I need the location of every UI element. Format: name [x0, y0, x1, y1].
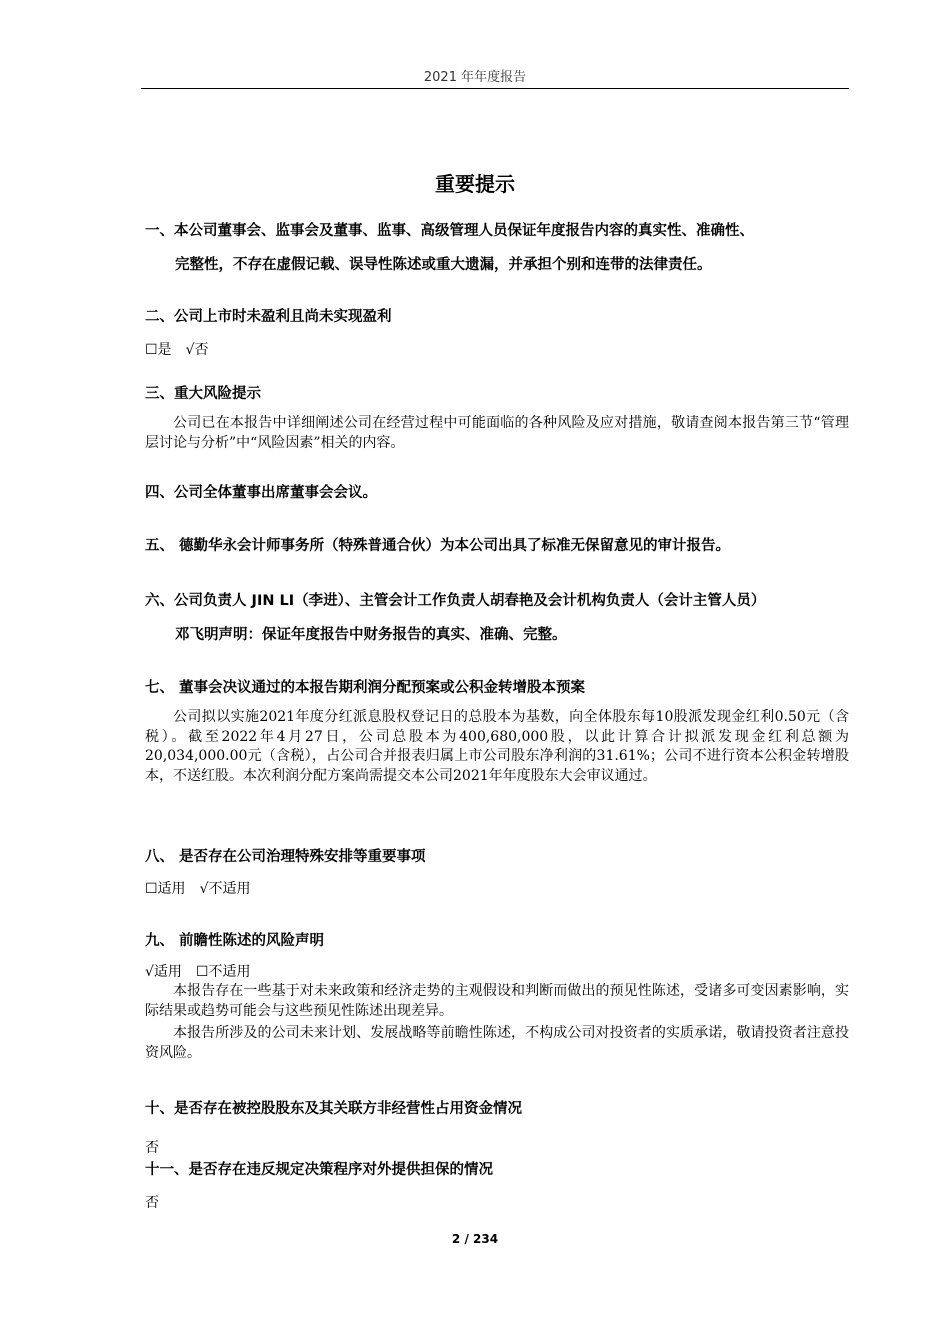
option-yes: ☐是 — [145, 342, 172, 358]
section-6-line2: 邓飞明声明：保证年度报告中财务报告的真实、准确、完整。 — [175, 627, 567, 643]
option-applicable: ☐适用 — [145, 881, 186, 897]
section-7-heading: 七、 董事会决议通过的本报告期利润分配预案或公积金转增股本预案 — [145, 680, 586, 696]
section-6-line1: 六、公司负责人 JIN LI（李进）、主管会计工作负责人胡春艳及会计机构负责人（会计主管人员） — [145, 593, 766, 609]
header-title: 2021 年年度报告 — [423, 70, 527, 85]
header-divider — [141, 88, 849, 89]
section-10-heading: 十、是否存在被控股股东及其关联方非经营性占用资金情况 — [145, 1101, 522, 1117]
option-applicable: √适用 — [145, 964, 182, 980]
section-9-heading: 九、 前瞻性陈述的风险声明 — [145, 933, 325, 949]
section-9-body-2: 本报告所涉及的公司未来计划、发展战略等前瞻性陈述，不构成公司对投资者的实质承诺，敬请投资者注意投资风险。 — [145, 1025, 849, 1061]
option-no: √否 — [185, 342, 209, 358]
section-2-heading: 二、公司上市时未盈利且尚未实现盈利 — [145, 309, 392, 325]
section-1-line1: 一、本公司董事会、监事会及董事、监事、高级管理人员保证年度报告内容的真实性、准确性、 — [145, 223, 754, 239]
section-11-heading: 十一、是否存在违反规定决策程序对外提供担保的情况 — [145, 1162, 493, 1178]
section-9-body-1: 本报告存在一些基于对未来政策和经济走势的主观假设和判断而做出的预见性陈述，受诸多可变因素影响，实际结果或趋势可能会与这些预见性陈述出现差异。 — [145, 983, 849, 1019]
page-number: 2 / 234 — [451, 1232, 499, 1246]
section-11-answer: 否 — [145, 1195, 159, 1211]
section-2-options — [145, 339, 208, 359]
page-title: 重要提示 — [435, 172, 515, 196]
option-not-applicable: ☐不适用 — [195, 964, 251, 980]
section-4-heading: 四、公司全体董事出席董事会会议。 — [145, 485, 377, 501]
section-8-heading: 八、 是否存在公司治理特殊安排等重要事项 — [145, 849, 426, 865]
section-3-heading: 三、重大风险提示 — [145, 386, 261, 402]
section-8-options — [145, 878, 250, 898]
option-not-applicable: √不适用 — [199, 881, 251, 897]
section-1-line2: 完整性，不存在虚假记载、误导性陈述或重大遗漏，并承担个别和连带的法律责任。 — [175, 257, 712, 273]
section-7-body: 公司拟以实施2021年度分红派息股权登记日的总股本为基数，向全体股东每10股派发现金红利0.50元（含税）。截至2022年4月27日，公司总股本为400,680,000股，以此计算合计拟派发现金红利总额为20,034,000.00元（含税），占公司合并报表归属上市公司股东净利润的31.61%；公司不进行资本公积金转增股本，不送红股。本次利润分配方案尚需提交本公司2021年年度股东大会审议通过。 — [145, 709, 849, 784]
section-9-options — [145, 961, 250, 981]
section-5-heading: 五、 德勤华永会计师事务所（特殊普通合伙）为本公司出具了标准无保留意见的审计报告。 — [145, 538, 731, 554]
section-3-body: 公司已在本报告中详细阐述公司在经营过程中可能面临的各种风险及应对措施，敬请查阅本报告第三节“管理层讨论与分析”中“风险因素”相关的内容。 — [145, 415, 849, 451]
section-10-answer: 否 — [145, 1140, 159, 1156]
